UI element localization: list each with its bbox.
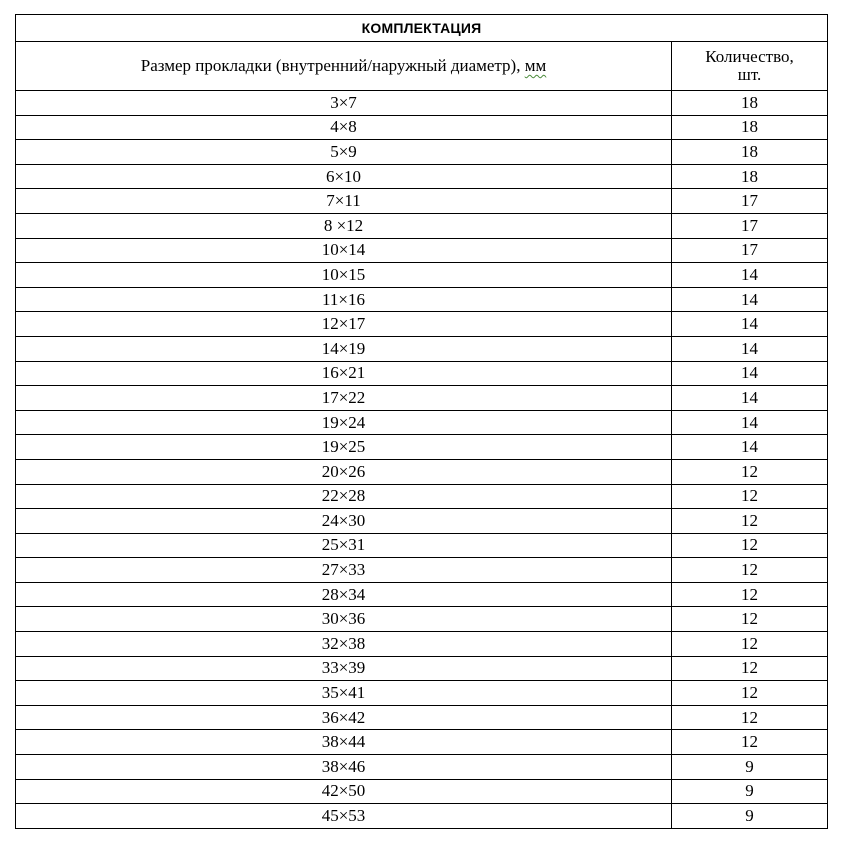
quantity-cell: 12 [672,705,828,730]
gasket-size-cell: 12×17 [16,312,672,337]
quantity-cell: 14 [672,336,828,361]
table-row [16,705,828,730]
quantity-cell: 12 [672,582,828,607]
quantity-cell: 12 [672,484,828,509]
gasket-size-cell: 36×42 [16,705,672,730]
quantity-cell: 12 [672,656,828,681]
gasket-size-cell: 19×24 [16,410,672,435]
gasket-size-cell: 32×38 [16,632,672,657]
gasket-size-cell: 11×16 [16,287,672,312]
gasket-size-cell: 28×34 [16,582,672,607]
table-header-row [16,42,828,91]
quantity-cell: 14 [672,435,828,460]
table-row [16,632,828,657]
table-row [16,558,828,583]
quantity-cell: 17 [672,238,828,263]
quantity-cell: 12 [672,558,828,583]
gasket-size-cell: 27×33 [16,558,672,583]
table-row [16,164,828,189]
table-row [16,533,828,558]
gasket-size-cell: 42×50 [16,779,672,804]
table-row [16,484,828,509]
gasket-size-cell: 17×22 [16,386,672,411]
column-header-size-unit: мм [524,56,547,75]
table-row [16,91,828,116]
table-row [16,656,828,681]
table-row [16,410,828,435]
quantity-cell: 9 [672,779,828,804]
quantity-cell: 14 [672,361,828,386]
column-header-quantity-line2: шт. [737,65,762,84]
gasket-size-cell: 8 ×12 [16,213,672,238]
quantity-cell: 18 [672,140,828,165]
gasket-size-cell: 33×39 [16,656,672,681]
table-title: КОМПЛЕКТАЦИЯ [16,15,828,42]
quantity-cell: 17 [672,189,828,214]
gasket-size-cell: 7×11 [16,189,672,214]
column-header-size-text: Размер прокладки (внутренний/наружный диаметр), [140,56,525,75]
gasket-size-cell: 5×9 [16,140,672,165]
gasket-size-cell: 35×41 [16,681,672,706]
column-header-size [16,42,672,91]
gasket-size-cell: 4×8 [16,115,672,140]
gasket-size-cell: 3×7 [16,91,672,116]
column-header-quantity [672,42,828,91]
table-row [16,213,828,238]
quantity-cell: 12 [672,533,828,558]
table-row [16,361,828,386]
quantity-cell: 12 [672,681,828,706]
table-row [16,755,828,780]
quantity-cell: 12 [672,459,828,484]
quantity-cell: 18 [672,115,828,140]
quantity-cell: 14 [672,386,828,411]
gasket-size-cell: 45×53 [16,804,672,829]
table-body [16,91,828,829]
quantity-cell: 12 [672,509,828,534]
gasket-size-cell: 6×10 [16,164,672,189]
table-row [16,115,828,140]
table-row [16,336,828,361]
column-header-quantity-line1: Количество, [705,47,794,66]
table-row [16,312,828,337]
gasket-size-cell: 10×15 [16,263,672,288]
table-row [16,140,828,165]
gasket-size-cell: 10×14 [16,238,672,263]
table-row [16,607,828,632]
quantity-cell: 17 [672,213,828,238]
table-row [16,509,828,534]
gasket-size-cell: 16×21 [16,361,672,386]
table-row [16,238,828,263]
quantity-cell: 14 [672,287,828,312]
table-row [16,287,828,312]
gasket-size-cell: 38×46 [16,755,672,780]
gasket-size-cell: 14×19 [16,336,672,361]
gasket-size-cell: 20×26 [16,459,672,484]
table-row [16,459,828,484]
table-row [16,263,828,288]
gasket-size-cell: 25×31 [16,533,672,558]
quantity-cell: 9 [672,804,828,829]
table-title-row [16,15,828,42]
table-row [16,189,828,214]
quantity-cell: 9 [672,755,828,780]
quantity-cell: 14 [672,263,828,288]
gasket-size-cell: 38×44 [16,730,672,755]
table-row [16,681,828,706]
quantity-cell: 12 [672,730,828,755]
table-row [16,779,828,804]
gasket-size-cell: 19×25 [16,435,672,460]
quantity-cell: 12 [672,632,828,657]
quantity-cell: 12 [672,607,828,632]
quantity-cell: 18 [672,164,828,189]
quantity-cell: 14 [672,312,828,337]
table-row [16,582,828,607]
table-row [16,435,828,460]
quantity-cell: 14 [672,410,828,435]
table-row [16,730,828,755]
gasket-size-cell: 22×28 [16,484,672,509]
table-row [16,804,828,829]
table-row [16,386,828,411]
quantity-cell: 18 [672,91,828,116]
gasket-size-cell: 24×30 [16,509,672,534]
gasket-size-cell: 30×36 [16,607,672,632]
kit-contents-table [15,14,828,829]
